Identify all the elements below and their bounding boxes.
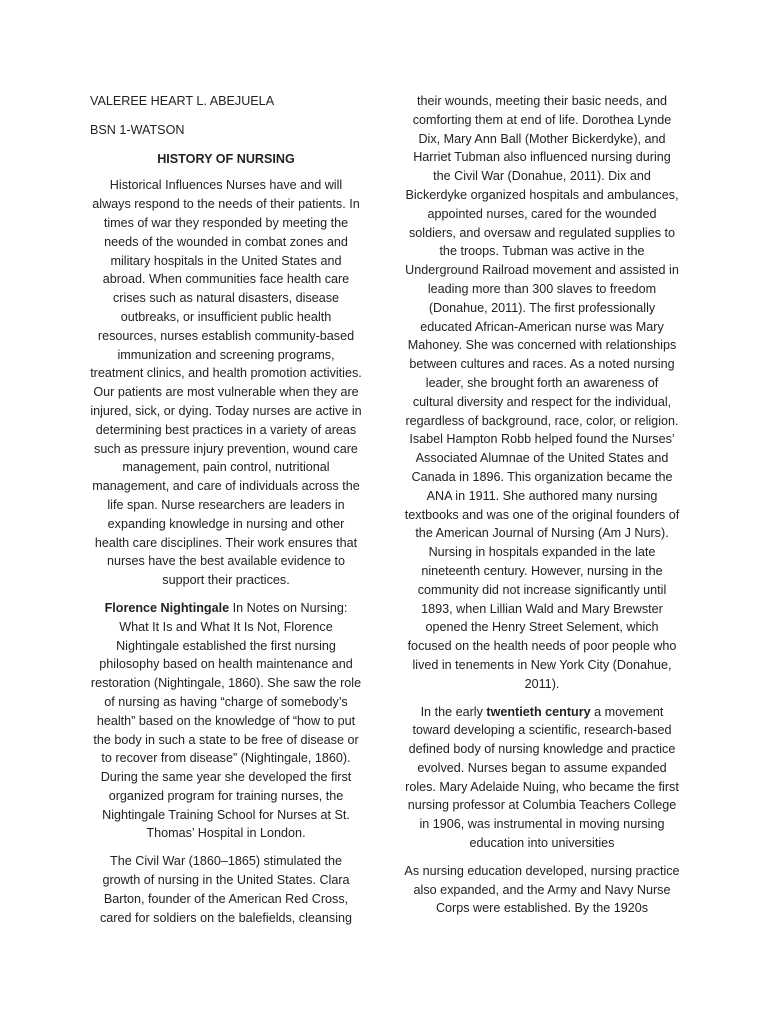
heading-twentieth-century: twentieth century: [486, 704, 591, 719]
section-label: BSN 1-WATSON: [90, 122, 185, 137]
paragraph-historical-influences: Historical Influences Nurses have and will always respond to the needs of their patients. In times of war they responded by meeting the needs of the wounded in combat zones and military hospitals in the United States and abroad. When communities face health care crises such as natural disasters, disease outbreaks, or insufficient public health resources, nurses establish community-based immunization and screening programs, treatment clinics, and health promotion activities. Our patients are most vulnerable when they are injured, sick, or dying. Today nurses are active in determining best practices in a variety of areas such as pressure injury prevention, wound care management, pain control, nutritional management, and care of individuals across the life span. Nurse researchers are leaders in expanding knowledge in nursing and other health care disciplines. Their work ensures that nurses have the best available evidence to support their practices.: [90, 178, 362, 588]
paragraph-twentieth-century-text: a movement toward developing a scientific, research-based defined body of nursing knowledge and practice evolved. Nurses began to assume expanded roles. Mary Adelaide Nuing, who became the first nursing professor at Columbia Teachers College in 1906, was instrumental in moving nursing education into universities: [405, 704, 679, 851]
paragraph-florence-nightingale: [90, 599, 362, 843]
paragraph-twentieth-century: [404, 703, 680, 853]
document-title: HISTORY OF NURSING: [157, 151, 295, 166]
paragraph-twentieth-century-pre: In the early: [420, 704, 487, 719]
paragraph-florence-nightingale-text: In Notes on Nursing: What It Is and What It Is Not, Florence Nightingale established the first nursing philosophy based on health maintenance and restoration (Nightingale, 1860). She saw the role of nursing as having “charge of somebody’s health” based on the knowledge of “how to put the body in such a state to be free of disease or to recover from disease” (Nightingale, 1860). During the same year she developed the first organized program for training nurses, the Nightingale Training School for Nurses at St. Thomas’ Hospital in London.: [90, 600, 362, 841]
paragraph-civil-war-continued: their wounds, meeting their basic needs, and comforting them at end of life. Dorothea Lynde Dix, Mary Ann Ball (Mother Bickerdyke), and Harriet Tubman also influenced nursing during the Civil War (Donahue, 2011). Dix and Bickerdyke organized hospitals and ambulances, appointed nurses, cared for the wounded soldiers, and oversaw and regulated supplies to the troops. Tubman was active in the Underground Railroad movement and assisted in leading more than 300 slaves to freedom (Donahue, 2011). The first professionally educated African-American nurse was Mary Mahoney. She was concerned with relationships between cultures and races. As a noted nursing leader, she brought forth an awareness of cultural diversity and respect for the individual, regardless of background, race, color, or religion. Isabel Hampton Robb helped found the Nurses’ Associated Alumnae of the United States and Canada in 1896. This organization became the ANA in 1911. She authored many nursing textbooks and was one of the original founders of the American Journal of Nursing (Am J Nurs). Nursing in hospitals expanded in the late nineteenth century. However, nursing in the community did not increase significantly until 1893, when Lillian Wald and Mary Brewster opened the Henry Street Selement, which focused on the health needs of poor people who lived in tenements in New York City (Donahue, 2011).: [404, 94, 680, 691]
heading-florence-nightingale: Florence Nightingale: [104, 600, 230, 615]
left-column: [90, 92, 362, 936]
paragraph-nursing-education: As nursing education developed, nursing practice also expanded, and the Army and Navy Nurse Corps were established. By the 1920s: [404, 863, 680, 916]
right-column: [404, 92, 680, 927]
paragraph-civil-war: The Civil War (1860–1865) stimulated the growth of nursing in the United States. Clara Barton, founder of the American Red Cross, cared for soldiers on the balefields, cleansing: [99, 854, 353, 925]
author-name: VALEREE HEART L. ABEJUELA: [90, 94, 275, 108]
